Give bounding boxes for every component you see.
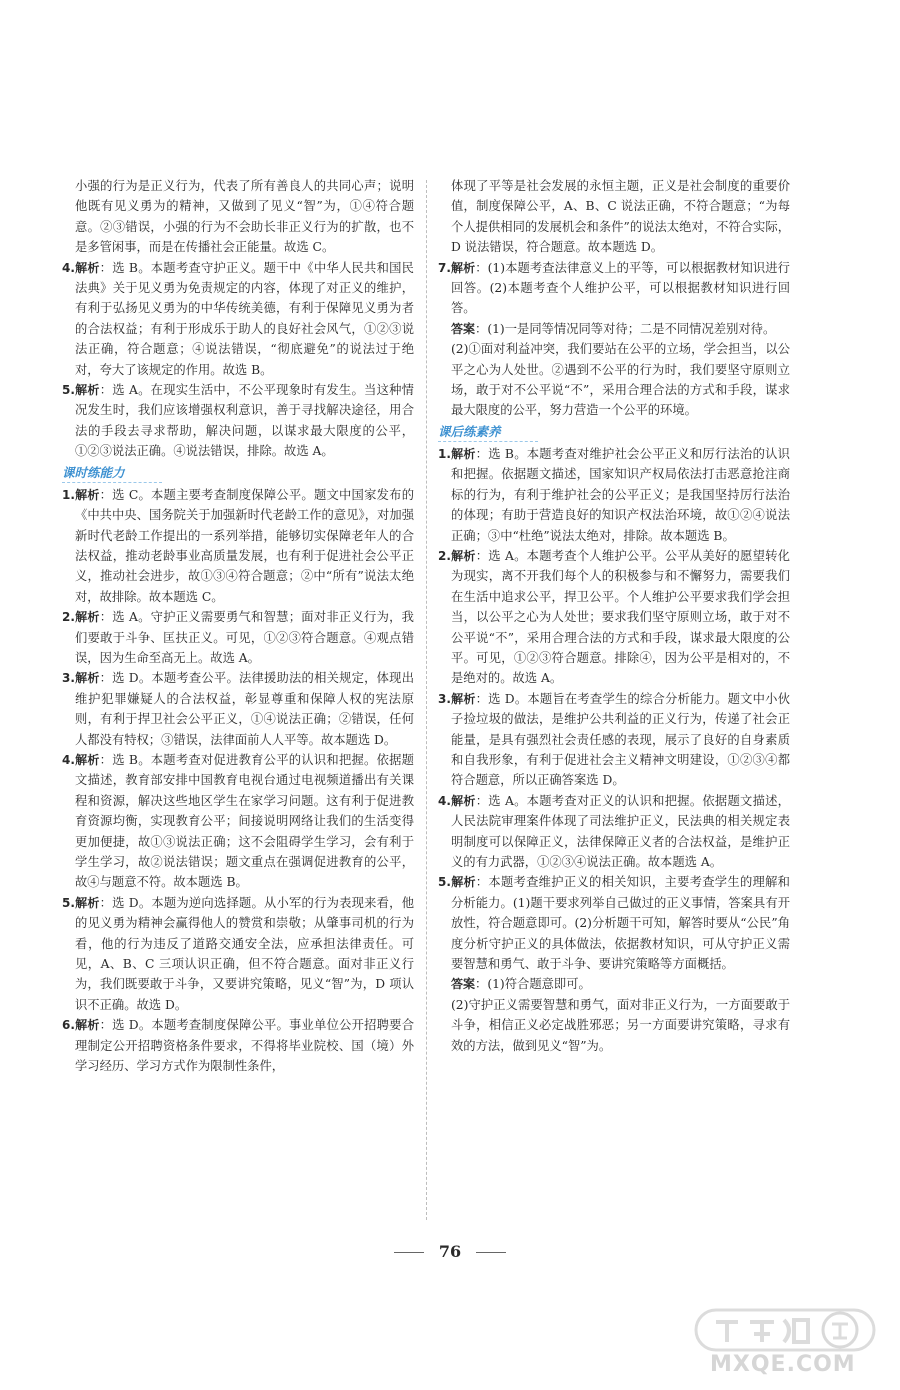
column-divider: [426, 180, 427, 1220]
item-label: 解析: [450, 446, 476, 461]
item-number: 4.: [62, 752, 75, 767]
list-item: [62, 1015, 414, 1076]
item-number: 3.: [62, 671, 75, 686]
right-intro: 体现了平等是社会发展的永恒主题，正义是社会制度的重要价值，制度保障公平，A、B、C 说法正确，不符合题意；“为每个人提供相同的发展机会和条件”的说法太绝对，不符合实际，D 说法错误，符合题意。故本题选 D。: [451, 179, 790, 255]
page-number: 76: [438, 1242, 462, 1261]
right-column: [438, 176, 790, 1056]
list-item: [438, 689, 790, 791]
item-text: ：选 A。本题考查个人维护公平。公平从美好的愿望转化为现实，离不开我们每个人的积极参与和不懈努力，需要我们在生活中追求公平，捍卫公平。个人维护公平要求我们学会担当，以公平之心为人处世；要求我们坚守原则立场，敢于对不公平说“不”，采用合理合法的方式和手段，谋求最大限度的公平。可见，①②③符合题意。排除④，因为公平是相对的，不是绝对的。故选 A。: [451, 548, 790, 686]
item-text: ：选 A。守护正义需要勇气和智慧；面对非正义行为，我们要敢于斗争、匡扶正义。可见，①②③符合题意。④观点错误，因为生命至高无上。故选 A。: [75, 610, 414, 665]
item-text: ：选 A。本题考查对正义的认识和把握。依据题文描述，人民法院审理案件体现了司法维护正义，民法典的相关规定表明制度可以保障正义，法律保障正义者的合法权益，是维护正义的有力武器，①②③④说法正确。故本题选 A。: [451, 793, 790, 869]
item-number: 3.: [438, 691, 451, 706]
item-label: 解析: [74, 752, 100, 767]
item-label: 解析: [450, 548, 476, 563]
item-text: ：选 C。本题主要考查制度保障公平。题文中国家发布的《中共中央、国务院关于加强新时代老龄工作的意见》，对加强新时代老龄工作提出的一系列举措，能够切实保障老年人的合法权益，推动老龄事业高质量发展，也有利于促进社会公平正义，推动社会进步，故①③④符合题意；②中“所有”说法太绝对，故排除。故本题选 C。: [75, 487, 414, 604]
item-text: ：(1)本题考查法律意义上的平等，可以根据教材知识进行回答。(2)本题考查个人维护公平，可以根据教材知识进行回答。: [451, 260, 790, 316]
item-number: 6.: [62, 1018, 75, 1033]
item-text: ：选 D。本题旨在考查学生的综合分析能力。题文中小伙子捡垃圾的做法，是维护公共利益的正义行为，传递了社会正能量，是具有强烈社会责任感的表现，展示了良好的自身素质和自我形象，有利于促进社会主义精神文明建设，①②③④都符合题意，所以正确答案选 D。: [451, 691, 790, 788]
footer-dash-left: [394, 1252, 424, 1253]
item-number: 1.: [62, 487, 75, 502]
item-text: ：选 D。本题考查公平。法律援助法的相关规定，体现出维护犯罪嫌疑人的合法权益，彰显尊重和保障人权的宪法原则，有利于捍卫社会公平正义，①④说法正确；②错误，任何人都没有特权；③错误，法律面前人人平等。故本题选 D。: [75, 671, 414, 747]
list-item: [62, 668, 414, 750]
item-label: 解析: [74, 487, 100, 502]
item-label: 解析: [450, 875, 476, 890]
item-label: 解析: [74, 1018, 100, 1033]
answer-text-2: (2)守护正义需要智慧和勇气，面对非正义行为，一方面要敢于斗争，相信正义必定战胜邪恶；另一方面要讲究策略，寻求有效的方法，做到见义“智”为。: [451, 997, 790, 1053]
answer-block: [438, 974, 790, 994]
item-text: ：选 B。本题考查对维护社会公平正义和厉行法治的认识和把握。依据题文描述，国家知识产权局依法打击恶意抢注商标的行为，有利于维护社会的公平正义；是我国坚持厉行法治的体现；有助于营造良好的知识产权法治环境，故①②④说法正确；③中“杜绝”说法太绝对，排除。故本题选 B。: [451, 446, 790, 543]
answer-label: 答案: [451, 321, 476, 336]
item-number: 5.: [62, 383, 75, 398]
item-label: 解析: [74, 610, 100, 625]
item-text: ：选 D。本题为逆向选择题。从小军的行为表现来看，他的见义勇为精神会赢得他人的赞赏和崇敬；从肇事司机的行为看，他的行为违反了道路交通安全法，应承担法律责任。可见，A、B、C 三项认识正确，但不符合题意。面对非正义行为，我们既要敢于斗争，又要讲究策略，见义“智”为，D 项认识不正确。故选 D。: [75, 895, 414, 1012]
item-label: 解析: [74, 383, 100, 398]
item-text: ：选 A。在现实生活中，不公平现象时有发生。当这种情况发生时，我们应该增强权利意识，善于寻找解决途径，用合法的手段去寻求帮助，解决问题，以谋求最大限度的公平，①②③说法正确。④说法错误，排除。故选 A。: [75, 383, 414, 459]
list-item: [62, 380, 414, 462]
list-item: [62, 485, 414, 607]
item-number: 4.: [438, 793, 451, 808]
answer-text: ：(1)一是同等情况同等对待；二是不同情况差别对待。: [475, 321, 776, 336]
watermark: [630, 1300, 880, 1380]
item-label: 解析: [74, 671, 100, 686]
watermark-text: MXQE.COM: [710, 1352, 856, 1377]
list-item: [62, 750, 414, 893]
footer-dash-right: [476, 1252, 506, 1253]
item-number: 7.: [438, 260, 451, 275]
item-label: 解析: [450, 260, 476, 275]
item-label: 解析: [74, 895, 100, 910]
list-item: [438, 444, 790, 546]
item-number: 4.: [62, 260, 75, 275]
section-title-ability: 课时练能力: [62, 464, 162, 483]
item-number: 2.: [62, 610, 75, 625]
item-label: 解析: [450, 793, 476, 808]
page-footer: [0, 1242, 900, 1261]
item-number: 2.: [438, 548, 451, 563]
item-text: ：选 B。本题考查对促进教育公平的认识和把握。依据题文描述，教育部安排中国教育电视台通过电视频道播出有关课程和资源，解决这些地区学生在家学习问题。这有利于促进教育资源均衡，实现教育公平；间接说明网络让我们的生活变得更加便捷，故①③说法正确；这不会阻碍学生学习，会有利于学生学习，故②说法错误；题文重点在强调促进教育的公平，故④与题意不符。故本题选 B。: [75, 752, 414, 890]
list-item: [438, 258, 790, 319]
list-item: [62, 893, 414, 1015]
item-number: 5.: [438, 875, 451, 890]
item-number: 5.: [62, 895, 75, 910]
left-column: [62, 176, 414, 1076]
item-text: ：本题考查维护正义的相关知识，主要考查学生的理解和分析能力。(1)题干要求列举自己做过的正义事情，答案具有开放性，符合题意即可。(2)分析题干可知，解答时要从“公民”角度分析守护正义的具体做法，依据教材知识，可从守护正义需要智慧和勇气、敢于斗争、要讲究策略等方面概括。: [451, 875, 790, 972]
left-intro: 小强的行为是正义行为，代表了所有善良人的共同心声；说明他既有见义勇为的精神，又做到了见义“智”为，①④符合题意。②③错误，小强的行为不会助长非正义行为的扩散，也不是多管闲事，而是在传播社会正能量。故选 C。: [75, 179, 414, 255]
list-item: [438, 872, 790, 974]
item-number: 1.: [438, 446, 451, 461]
section-title-literacy: 课后练素养: [438, 423, 538, 442]
item-text: ：选 B。本题考查守护正义。题干中《中华人民共和国民法典》关于见义勇为免责规定的内容，体现了对正义的维护，有利于弘扬见义勇为的中华传统美德，有利于保障见义勇为者的合法权益；有利于形成乐于助人的良好社会风气，①②③说法正确，符合题意；④说法错误，“彻底避免”的说法过于绝对，夸大了该规定的作用。故选 B。: [75, 260, 414, 377]
item-label: 解析: [450, 691, 476, 706]
answer-label: 答案: [451, 977, 476, 992]
item-text: ：选 D。本题考查制度保障公平。事业单位公开招聘要合理制定公开招聘资格条件要求，不得将毕业院校、国（境）外学习经历、学习方式作为限制性条件，: [75, 1018, 414, 1074]
list-item: [438, 546, 790, 689]
list-item: [62, 607, 414, 668]
answer-text: ：(1)符合题意即可。: [475, 977, 591, 992]
item-label: 解析: [74, 260, 100, 275]
answer-block: [438, 319, 790, 339]
list-item: [438, 791, 790, 873]
answer-text-2: (2)①面对利益冲突，我们要站在公平的立场，学会担当，以公平之心为人处世。②遇到不公平的行为时，我们要坚守原则立场，敢于对不公平说“不”，采用合理合法的方式和手段，谋求最大限度的公平，努力营造一个公平的环境。: [451, 342, 790, 418]
list-item: [62, 258, 414, 380]
